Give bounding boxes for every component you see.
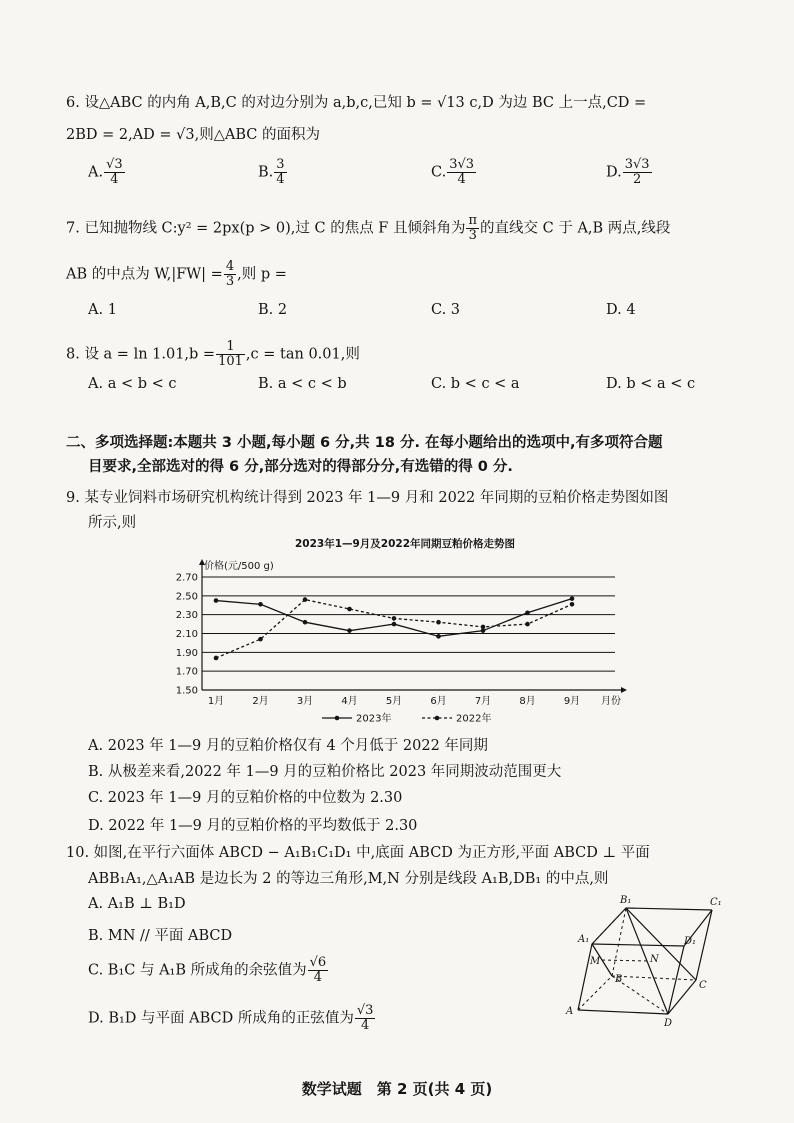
q6-line2: 2BD = 2,AD = √3,则△ABC 的面积为 [66,127,320,143]
q10-line2: ABB₁A₁,△A₁AB 是边长为 2 的等边三角形,M,N 分别是线段 A₁B,DB₁ 的中点,则 [88,871,609,887]
edge-a-a1 [578,944,592,1010]
data-point [347,607,352,612]
data-point [525,622,530,627]
y-tick-label: 1.70 [175,666,198,678]
q10-option-a: A. A₁B ⊥ B₁D [88,896,186,912]
q8-option-b: B. a < c < b [258,376,347,392]
q9-line2: 所示,则 [88,515,137,531]
q6-option-a: A. $\frac{√3}{4}$ [88,157,123,187]
data-point [570,602,575,607]
x-tick-label: 8月 [519,696,536,707]
q9-option-c: C. 2023 年 1—9 月的豆粕价格的中位数为 2.30 [88,790,403,806]
legend-label: 2023年 [356,713,392,725]
edge-a-d [578,1010,668,1014]
legend-label: 2022年 [456,713,492,725]
chart-title: 2023年1—9月及2022年同期豆粕价格走势图 [294,538,516,550]
label-a1: A₁ [578,934,590,945]
q8-option-d: D. b < a < c [606,376,696,392]
label-b: B [615,974,623,985]
data-point [303,620,308,625]
q7-option-a: A. 1 [88,302,117,318]
label-m: M [590,956,601,967]
hidden-m-n [602,960,647,961]
q7-option-d: D. 4 [606,302,636,318]
section2-line1: 二、多项选择题:本题共 3 小题,每小题 6 分,共 18 分. 在每小题给出的选项中,有多项符合题 [66,435,663,451]
y-tick-label: 1.90 [175,647,198,659]
x-axis-label: 月份 [601,696,621,707]
y-tick-label: 1.50 [175,685,198,697]
y-tick-label: 2.30 [175,610,198,622]
x-tick-label: 6月 [430,696,447,707]
label-d1: D₁ [684,936,697,947]
data-point [525,610,530,615]
y-tick-label: 2.50 [175,591,198,603]
data-point [436,634,441,639]
data-point [392,616,397,621]
legend-marker-1 [435,716,440,721]
q7-line2: AB 的中点为 W,|FW| = $\frac{4}{3}$ ,则 p = [66,259,287,289]
section2-line2: 目要求,全部选对的得 6 分,部分选对的得部分分,有选错的得 0 分. [88,459,513,475]
data-point [214,656,219,661]
data-point [570,596,575,601]
data-point [436,620,441,625]
q6-option-c: C. $\frac{3√3}{4}$ [431,157,475,187]
q6-line1: 6. 设△ABC 的内角 A,B,C 的对边分别为 a,b,c,已知 b = √13 c,D 为边 BC 上一点,CD = [66,95,647,111]
page-footer: 数学试题 第 2 页(共 4 页) [301,1080,493,1098]
x-tick-label: 7月 [474,696,492,707]
legend-marker-0 [335,716,340,721]
x-tick-label: 4月 [341,696,358,707]
q9-option-b: B. 从极差来看,2022 年 1—9 月的豆粕价格比 2023 年同期波动范围更大 [88,764,562,780]
label-n: N [650,954,659,965]
q9-line1: 9. 某专业饲料市场研究机构统计得到 2023 年 1—9 月和 2022 年同期的豆粕价格走势图如图 [66,490,669,506]
q8-option-c: C. b < c < a [431,376,520,392]
data-point [347,628,352,633]
hidden-b-b1 [612,908,626,976]
q9-option-a: A. 2023 年 1—9 月的豆粕价格仅有 4 个月低于 2022 年同期 [88,738,488,754]
data-point [258,602,263,607]
y-axis-label: 价格(元/500 g) [204,561,274,572]
q8-line: 8. 设 a = ln 1.01,b = $\frac{1}{101}$ ,c = tan 0.01,则 [66,339,360,369]
data-point [481,625,486,630]
hidden-a-b [578,976,612,1010]
x-tick-label: 3月 [296,696,314,707]
label-a: A [566,1006,574,1017]
x-axis-arrow [621,687,627,693]
price-trend-chart [160,535,650,725]
q7-option-b: B. 2 [258,302,288,318]
edge-b1-c1 [626,908,712,910]
hidden-a1-b1-diag [592,908,626,944]
q6-option-b: B. $\frac{3}{4}$ [258,157,285,187]
q6-option-d: D. $\frac{3√3}{2}$ [606,157,650,187]
edge-a1-d1 [592,944,684,946]
q10-line1: 10. 如图,在平行六面体 ABCD − A₁B₁C₁D₁ 中,底面 ABCD 为正方形,平面 ABCD ⊥ 平面 [66,845,650,861]
parallelepiped-figure [560,890,740,1030]
label-b1: B₁ [620,895,632,906]
label-c: C [699,980,707,991]
y-tick-label: 2.70 [175,572,198,584]
q9-option-d: D. 2022 年 1—9 月的豆粕价格的平均数低于 2.30 [88,818,418,834]
q7-line1: 7. 已知抛物线 C:y² = 2px(p > 0),过 C 的焦点 F 且倾斜角为 $\frac{\pi}{3}$ 的直线交 C 于 A,B 两点,线段 [66,213,671,243]
y-tick-label: 2.10 [175,629,198,640]
q10-option-d: D. B₁D 与平面 ABCD 所成角的正弦值为 $\frac{√3}{4}$ [88,1003,374,1033]
data-point [214,598,219,603]
x-tick-label: 9月 [563,696,581,707]
q8-option-a: A. a < b < c [88,376,177,392]
label-d: D [664,1018,673,1029]
q10-option-c: C. B₁C 与 A₁B 所成角的余弦值为 $\frac{√6}{4}$ [88,955,327,985]
x-tick-label: 1月 [207,696,225,707]
label-c1: C₁ [710,897,722,908]
x-tick-label: 2月 [252,696,269,707]
data-point [392,622,397,627]
q10-option-b: B. MN // 平面 ABCD [88,928,233,944]
x-tick-label: 5月 [385,696,403,707]
data-point [258,637,263,642]
data-point [303,597,308,602]
q7-option-c: C. 3 [431,302,461,318]
